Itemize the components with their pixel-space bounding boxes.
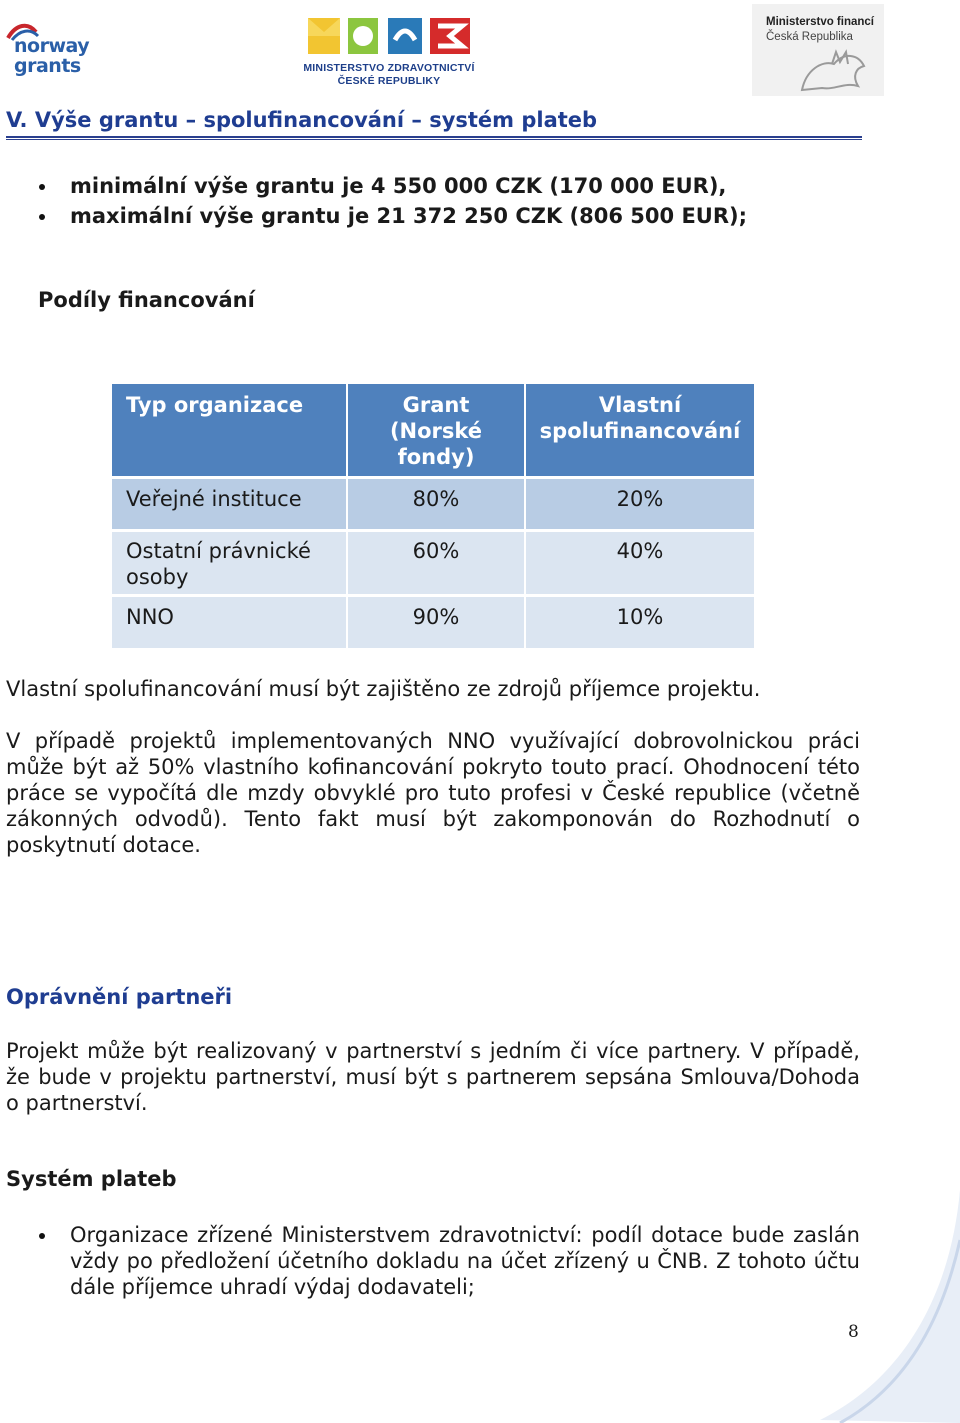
bullet-dot (39, 184, 45, 190)
section-title: V. Výše grantu – spolufinancování – systém plateb (6, 108, 598, 132)
grant-max-item: maximální výše grantu je 21 372 250 CZK (806 500 EUR); (70, 204, 748, 228)
ministry-health-emblem-icon (300, 10, 478, 58)
table-row-grant-cell (348, 597, 524, 648)
page-corner-swoosh-icon (800, 1180, 960, 1423)
ministry-finance-caption-2: Česká Republika (766, 31, 853, 43)
page-number: 8 (848, 1322, 859, 1342)
header-grant-line2: (Norské (389, 419, 483, 443)
row2-type-line1: Ostatní právnické (126, 539, 311, 563)
row2-own: 40% (616, 539, 664, 563)
payments-item: Organizace zřízené Ministerstvem zdravotnictví: podíl dotace bude zaslán vždy po předložení účetního dokladu na účet zřízený u ČNB. Z tohoto účtu dále příjemce uhradí výdaj dodavateli; (70, 1223, 860, 1299)
table-row-own-cell (526, 479, 754, 529)
czech-lion-emblem-icon (792, 46, 872, 94)
financing-heading: Podíly financování (38, 288, 255, 312)
bullet-dot (39, 1233, 45, 1239)
table-row-type-cell (112, 532, 346, 594)
ministry-health-caption-2: ČESKÉ REPUBLIKY (337, 75, 441, 87)
row1-own: 20% (616, 487, 664, 511)
grant-min-item: minimální výše grantu je 4 550 000 CZK (170 000 EUR), (70, 174, 727, 198)
ministry-health-caption-1: MINISTERSTVO ZDRAVOTNICTVÍ (303, 62, 475, 74)
header-own-line1: Vlastní (598, 393, 682, 417)
header-grant-line1: Grant (402, 393, 470, 417)
table-header-cell (526, 384, 754, 476)
table-row-grant-cell (348, 532, 524, 594)
payments-heading: Systém plateb (6, 1167, 177, 1191)
header-type-label: Typ organizace (126, 393, 304, 417)
ministry-finance-caption-1: Ministerstvo financí (766, 16, 874, 28)
norway-grants-logo-line1: norway (14, 35, 90, 57)
cofinancing-note: Vlastní spolufinancování musí být zajištěno ze zdrojů příjemce projektu. (6, 677, 761, 701)
row1-type: Veřejné instituce (126, 487, 302, 511)
partners-paragraph: Projekt může být realizovaný v partnerství s jedním či více partnery. V případě, že bude v projektu partnerství, musí být s partnerem sepsána Smlouva/Dohoda o partnerství. (6, 1039, 860, 1115)
table-header-cell (348, 384, 524, 476)
row2-type-line2: osoby (126, 565, 189, 589)
row1-grant: 80% (412, 487, 460, 511)
row2-grant: 60% (412, 539, 460, 563)
financing-table (112, 384, 754, 648)
bullet-dot (39, 214, 45, 220)
table-row-own-cell (526, 532, 754, 594)
table-row-grant-cell (348, 479, 524, 529)
ministry-health-logo (300, 10, 478, 90)
volunteer-work-paragraph: V případě projektů implementovaných NNO využívající dobrovolnickou práci může být až 50% vlastního kofinancování pokryto touto prací. Ohodnocení této práce se vypočítá dle mzdy obvyklé pro tuto profesi v České republice (včetně zákonných odvodů). Tento fakt musí být zakomponován do Rozhodnutí o poskytnutí dotace. (6, 729, 860, 857)
title-underline-thin (6, 139, 862, 140)
row3-type: NNO (126, 605, 174, 629)
row3-own: 10% (616, 605, 664, 629)
header-grant-line3: fondy) (397, 445, 475, 469)
table-row-type-cell (112, 479, 346, 529)
table-header-cell (112, 384, 346, 476)
ministry-finance-logo (752, 4, 884, 96)
norway-grants-logo-line2: grants (14, 55, 81, 77)
title-underline (6, 136, 862, 138)
table-row-own-cell (526, 597, 754, 648)
partners-heading: Oprávnění partneři (6, 985, 233, 1009)
row3-grant: 90% (412, 605, 460, 629)
table-row-type-cell (112, 597, 346, 648)
norway-grants-logo (6, 18, 98, 80)
header-own-line2: spolufinancování (539, 419, 741, 443)
